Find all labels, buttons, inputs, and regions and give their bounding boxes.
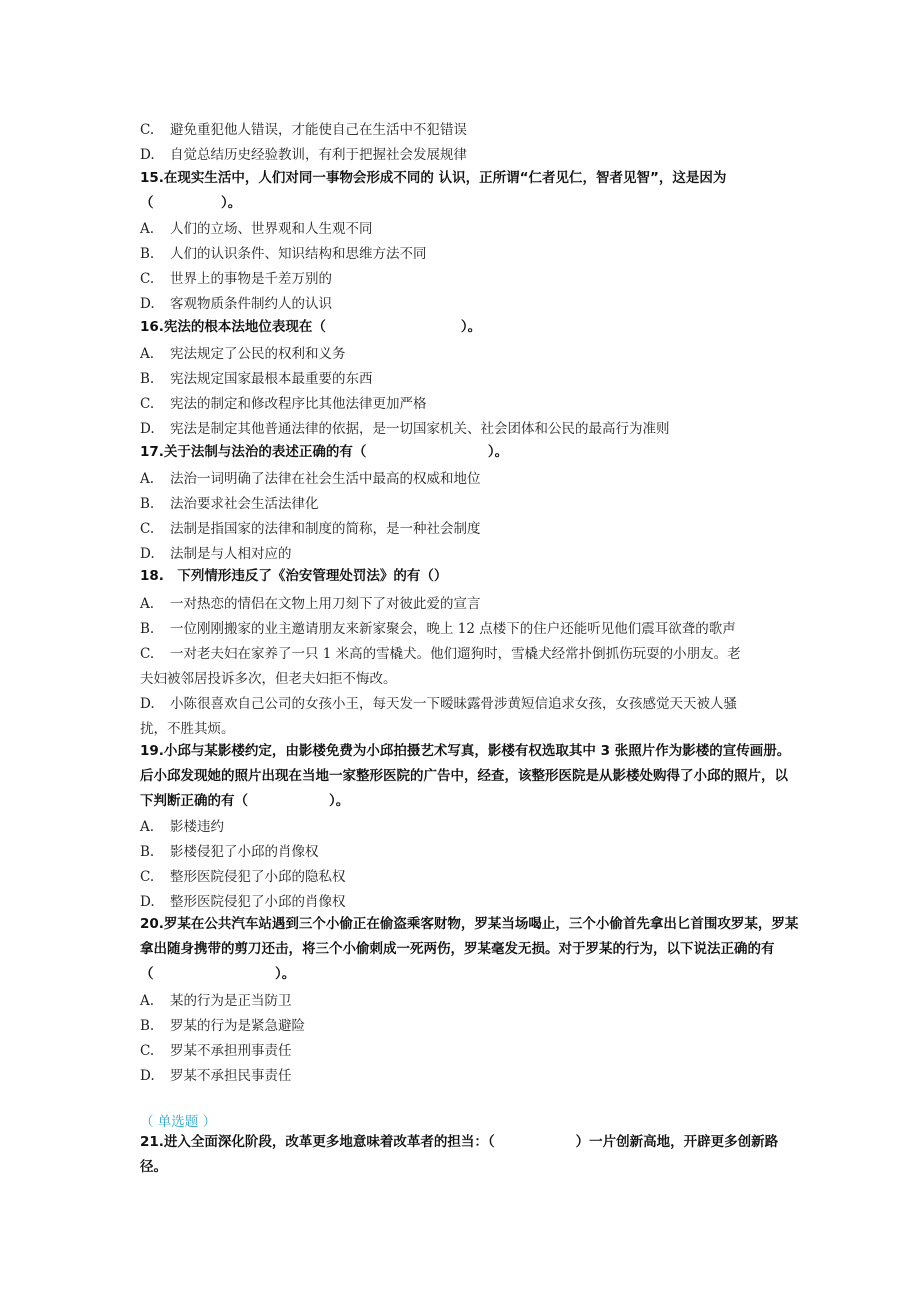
question-17: 17.关于法制与法治的表述正确的有（ ）。 [140,444,509,460]
option-line [140,517,800,537]
option-text: 罗某不承担刑事责任 [170,1043,292,1059]
option-letter: C. [140,271,155,287]
option-text: 一对老夫妇在家养了一只 1 米高的雪橇犬。他们遛狗时，雪橇犬经常扑倒抓伤玩耍的小朋友。老 [170,646,741,662]
option-text: 客观物质条件制约人的认识 [170,296,332,312]
option-text: 法治一词明确了法律在社会生活中最高的权威和地位 [170,471,481,487]
option-text: 小陈很喜欢自己公司的女孩小王，每天发一下暧昧露骨涉黄短信追求女孩，女孩感觉天天被人骚 [170,696,737,712]
option-letter: C. [140,396,155,412]
option-text: 宪法规定国家最根本最重要的东西 [170,371,373,387]
question-16: 16.宪法的根本法地位表现在（ ）。 [140,319,482,335]
option-text: 世界上的事物是千差万别的 [170,271,332,287]
option-text: 法治要求社会生活法律化 [170,496,319,512]
option-line [140,542,800,562]
question-15-line-2: （ ）。 [140,195,242,211]
option-line [140,1014,800,1034]
question-18: 18. 下列情形违反了《治安管理处罚法》的有（） [140,568,448,584]
option-letter: B. [140,1018,155,1034]
option-line [140,467,800,487]
option-letter: D. [140,1068,155,1084]
option-text: 宪法的制定和修改程序比其他法律更加严格 [170,396,427,412]
option-continuation: 扰，不胜其烦。 [140,721,235,737]
option-text: 罗某不承担民事责任 [170,1068,292,1084]
option-letter: B. [140,371,155,387]
option-text: 整形医院侵犯了小邱的肖像权 [170,894,346,910]
option-text: 人们的立场、世界观和人生观不同 [170,221,373,237]
option-letter: C. [140,1043,155,1059]
option-line [140,342,800,362]
option-letter: A. [140,596,155,612]
option-text: 人们的认识条件、知识结构和思维方法不同 [170,246,427,262]
option-text: 一位刚刚搬家的业主邀请朋友来新家聚会，晚上 12 点楼下的住户还能听见他们震耳欲聋的歌声 [170,621,736,637]
option-line [140,417,800,437]
option-letter: B. [140,844,155,860]
option-letter: D. [140,894,155,910]
option-letter: C. [140,122,155,138]
option-text: 影楼侵犯了小邱的肖像权 [170,844,319,860]
question-20: 20.罗某在公共汽车站遇到三个小偷正在偷盗乘客财物，罗某当场喝止，三个小偷首先拿出匕首围攻罗某，罗某拿出随身携带的剪刀还击，将三个小偷刺成一死两伤，罗某毫发无损。对于罗某的行为，以下说法正确的有（ ）。 [140,916,799,982]
section-heading: （ 单选题 ） [140,1114,217,1130]
option-text: 法制是指国家的法律和制度的简称，是一种社会制度 [170,521,481,537]
option-line [140,267,800,287]
option-letter: A. [140,346,155,362]
option-text: 影楼违约 [170,819,224,835]
option-letter: D. [140,696,155,712]
option-text: 宪法规定了公民的权利和义务 [170,346,346,362]
option-line [140,292,800,312]
option-line [140,692,800,712]
option-line [140,367,800,387]
option-line [140,242,800,262]
option-letter: B. [140,621,155,637]
option-letter: D. [140,296,155,312]
option-line [140,217,800,237]
option-line [140,642,800,662]
option-line [140,865,800,885]
option-line [140,492,800,512]
option-continuation: 夫妇被邻居投诉多次，但老夫妇拒不悔改。 [140,671,397,687]
option-line [140,890,800,910]
option-letter: A. [140,471,155,487]
option-text: 法制是与人相对应的 [170,546,292,562]
option-text: 整形医院侵犯了小邱的隐私权 [170,869,346,885]
question-21: 21.进入全面深化阶段，改革更多地意味着改革者的担当：（ ）一片创新高地，开辟更多创新路径。 [140,1134,779,1175]
option-text: 宪法是制定其他普通法律的依据，是一切国家机关、社会团体和公民的最高行为准则 [170,421,670,437]
option-letter: A. [140,221,155,237]
option-letter: C. [140,646,155,662]
option-letter: A. [140,993,155,1009]
option-line [140,118,800,138]
question-15-line-1: 15.在现实生活中，人们对同一事物会形成不同的 认识，正所谓“仁者见仁，智者见智”，这是因为 [140,170,727,186]
option-line [140,592,800,612]
option-line [140,1064,800,1084]
option-letter: D. [140,421,155,437]
option-text: 罗某的行为是紧急避险 [170,1018,305,1034]
option-letter: D. [140,147,155,163]
option-line [140,840,800,860]
option-text: 一对热恋的情侣在文物上用刀刻下了对彼此爱的宣言 [170,596,481,612]
option-line [140,1039,800,1059]
question-19: 19.小邱与某影楼约定，由影楼免费为小邱拍摄艺术写真，影楼有权选取其中 3 张照片作为影楼的宣传画册。后小邱发现她的照片出现在当地一家整形医院的广告中，经查，该整形医院是从影楼处购得了小邱的照片，以下判断正确的有（ ）。 [140,743,791,809]
option-line [140,143,800,163]
option-text: 某的行为是正当防卫 [170,993,292,1009]
option-letter: B. [140,496,155,512]
option-letter: A. [140,819,155,835]
option-letter: D. [140,546,155,562]
option-line [140,989,800,1009]
option-text: 避免重犯他人错误，才能使自己在生活中不犯错误 [170,122,467,138]
option-line [140,815,800,835]
option-letter: C. [140,869,155,885]
option-text: 自觉总结历史经验教训，有利于把握社会发展规律 [170,147,467,163]
option-line [140,392,800,412]
option-letter: B. [140,246,155,262]
option-line [140,617,800,637]
option-letter: C. [140,521,155,537]
